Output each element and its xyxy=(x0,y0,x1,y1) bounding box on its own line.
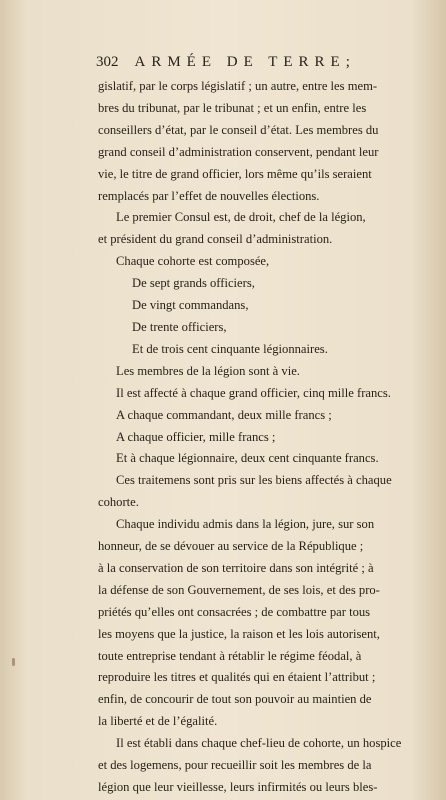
text-line: A chaque officier, mille francs ; xyxy=(116,429,276,444)
text-line: De vingt commandans, xyxy=(132,298,249,313)
text-line: Il est établi dans chaque chef-lieu de cohorte, un hospice xyxy=(116,736,402,751)
text-line: Chaque individu admis dans la légion, jure, sur son xyxy=(116,517,375,532)
text-line: et des logemens, pour recueillir soit les membres de la xyxy=(98,758,372,773)
text-line: conseillers d’état, par le conseil d’état. Les membres du xyxy=(98,122,379,137)
body-text xyxy=(98,76,426,799)
text-line: grand conseil d’administration conservent, pendant leur xyxy=(98,144,379,159)
text-line: A chaque commandant, deux mille francs ; xyxy=(116,407,332,422)
text-line: Le premier Consul est, de droit, chef de la légion, xyxy=(116,210,366,225)
running-head: ARMÉE DE TERRE; xyxy=(134,54,356,70)
text-line: légion que leur vieillesse, leurs infirmités ou leurs bles- xyxy=(98,780,378,794)
text-line: cohorte. xyxy=(98,495,139,510)
text-line: reproduire les titres et qualités qui en étaient l’attribut ; xyxy=(98,670,376,685)
text-line: honneur, de se dévouer au service de la République ; xyxy=(98,539,364,554)
text-line: toute entreprise tendant à rétablir le régime féodal, à xyxy=(98,648,362,663)
text-line: gislatif, par le corps législatif ; un autre, entre les mem- xyxy=(98,79,378,93)
text-line: la liberté et de l’égalité. xyxy=(98,714,218,729)
text-line: vie, le titre de grand officier, lors même qu’ils seraient xyxy=(98,166,372,181)
page-number: 302 xyxy=(96,54,119,70)
text-line: bres du tribunat, par le tribunat ; et un enfin, entre les xyxy=(98,100,367,115)
text-line: les moyens que la justice, la raison et les lois autorisent, xyxy=(98,626,380,641)
page-header xyxy=(96,54,406,71)
text-line: Chaque cohorte est composée, xyxy=(116,254,270,269)
text-line: Et de trois cent cinquante légionnaires. xyxy=(132,341,328,356)
text-line: Il est affecté à chaque grand officier, cinq mille francs. xyxy=(116,385,391,400)
text-line: et président du grand conseil d’administration. xyxy=(98,232,333,247)
text-line: enfin, de concourir de tout son pouvoir au maintien de xyxy=(98,692,372,707)
text-line: Et à chaque légionnaire, deux cent cinquante francs. xyxy=(116,451,379,466)
text-line: remplacés par l’effet de nouvelles élections. xyxy=(98,188,320,203)
text-line: la défense de son Gouvernement, de ses lois, et des pro- xyxy=(98,582,380,597)
text-line: priétés qu’elles ont consacrées ; de combattre par tous xyxy=(98,604,371,619)
ink-spot xyxy=(12,658,15,666)
text-line: à la conservation de son territoire dans son intégrité ; à xyxy=(98,560,374,575)
text-line: Ces traitemens sont pris sur les biens affectés à chaque xyxy=(116,473,392,488)
text-line: De sept grands officiers, xyxy=(132,276,255,291)
text-line: Les membres de la légion sont à vie. xyxy=(116,363,300,378)
text-line: De trente officiers, xyxy=(132,319,227,334)
